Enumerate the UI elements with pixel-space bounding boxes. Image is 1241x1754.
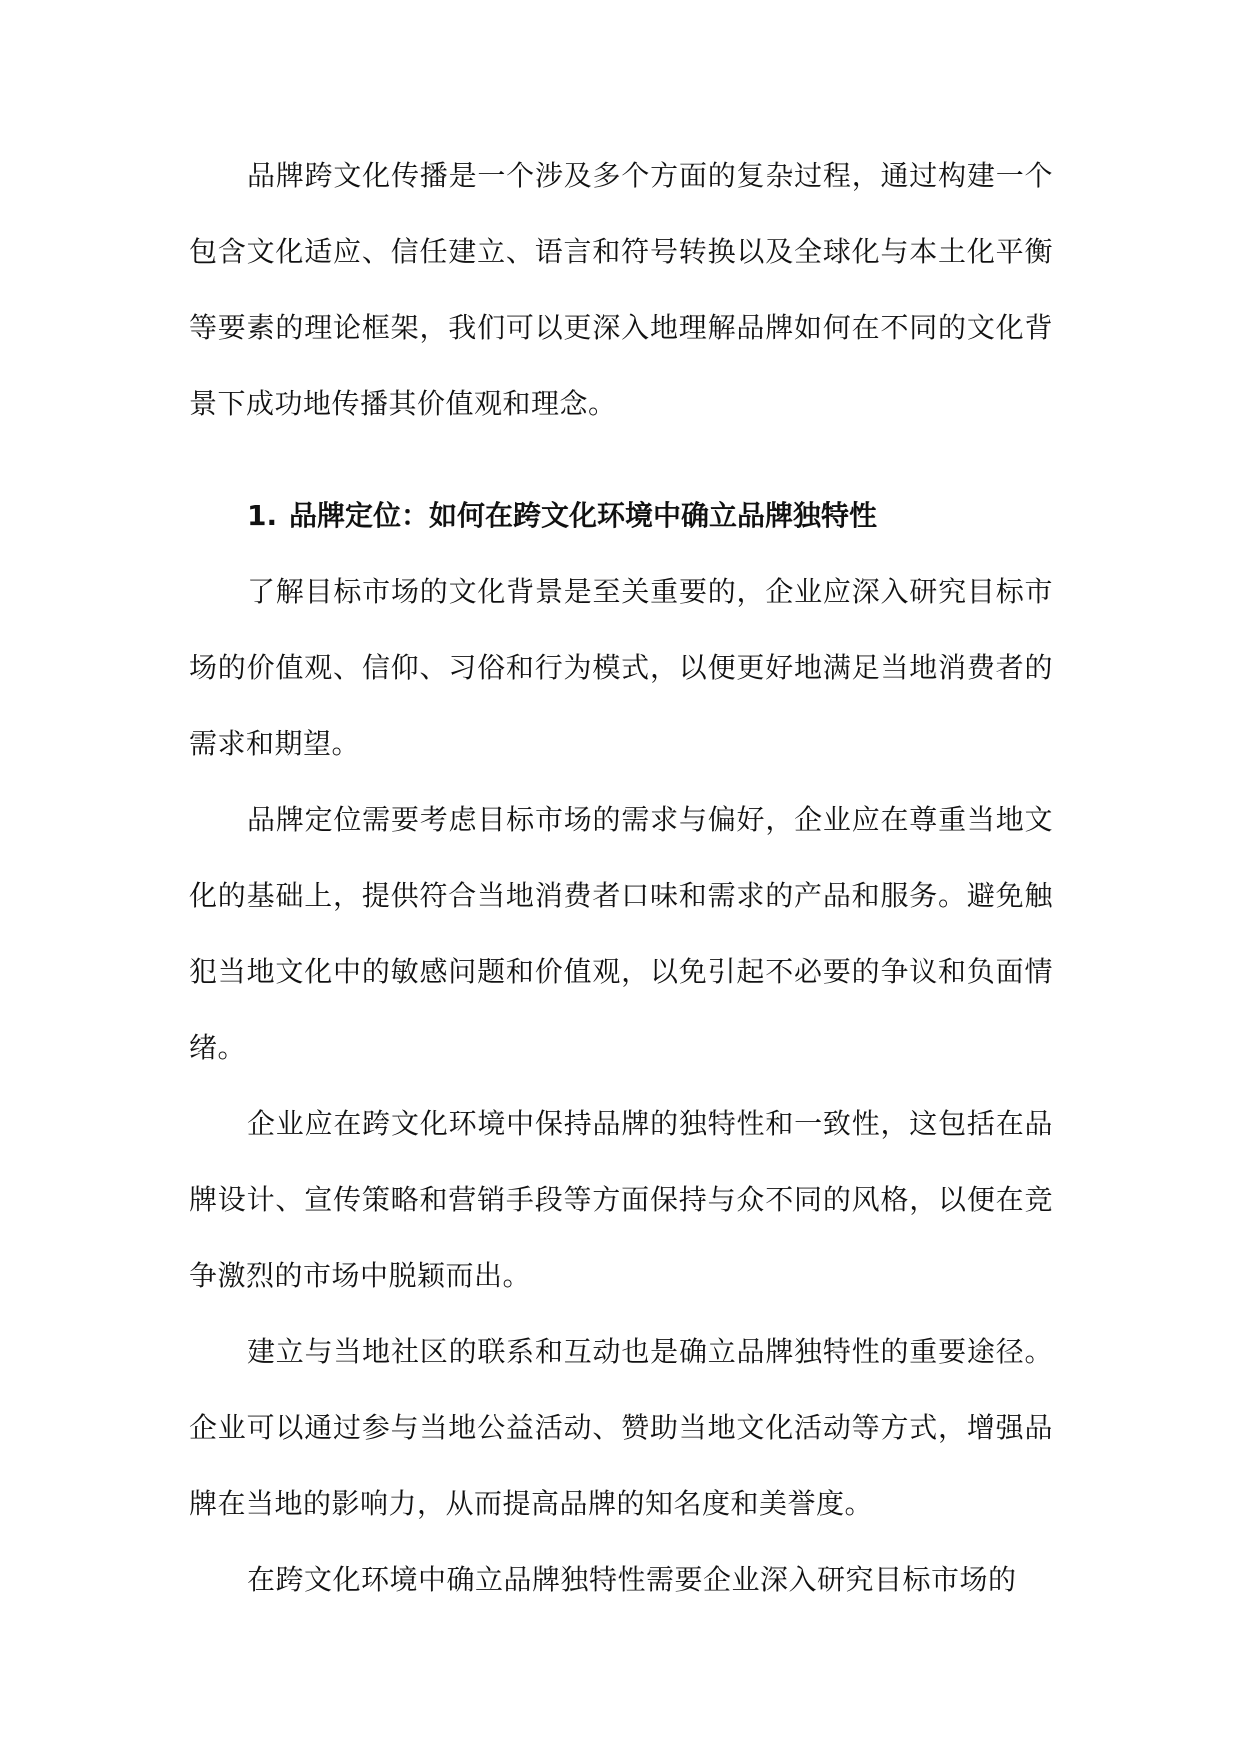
body-paragraph-1: 了解目标市场的文化背景是至关重要的，企业应深入研究目标市场的价值观、信仰、习俗和行为模式，以便更好地满足当地消费者的需求和期望。 bbox=[189, 575, 1053, 760]
body-paragraph-3: 企业应在跨文化环境中保持品牌的独特性和一致性，这包括在品牌设计、宣传策略和营销手段等方面保持与众不同的风格，以便在竞争激烈的市场中脱颖而出。 bbox=[189, 1107, 1053, 1292]
body-paragraph-4: 建立与当地社区的联系和互动也是确立品牌独特性的重要途径。企业可以通过参与当地公益活动、赞助当地文化活动等方式，增强品牌在当地的影响力，从而提高品牌的知名度和美誉度。 bbox=[189, 1335, 1053, 1520]
section-heading bbox=[189, 478, 1053, 554]
document-body bbox=[189, 138, 1053, 1618]
section-title: 品牌定位：如何在跨文化环境中确立品牌独特性 bbox=[289, 499, 878, 532]
section-number: 1. bbox=[247, 499, 278, 532]
body-paragraph-2: 品牌定位需要考虑目标市场的需求与偏好，企业应在尊重当地文化的基础上，提供符合当地消费者口味和需求的产品和服务。避免触犯当地文化中的敏感问题和价值观，以免引起不必要的争议和负面情绪。 bbox=[189, 803, 1053, 1064]
intro-paragraph: 品牌跨文化传播是一个涉及多个方面的复杂过程，通过构建一个包含文化适应、信任建立、语言和符号转换以及全球化与本土化平衡等要素的理论框架，我们可以更深入地理解品牌如何在不同的文化背景下成功地传播其价值观和理念。 bbox=[189, 159, 1053, 420]
body-paragraph-5: 在跨文化环境中确立品牌独特性需要企业深入研究目标市场的 bbox=[247, 1563, 1017, 1596]
